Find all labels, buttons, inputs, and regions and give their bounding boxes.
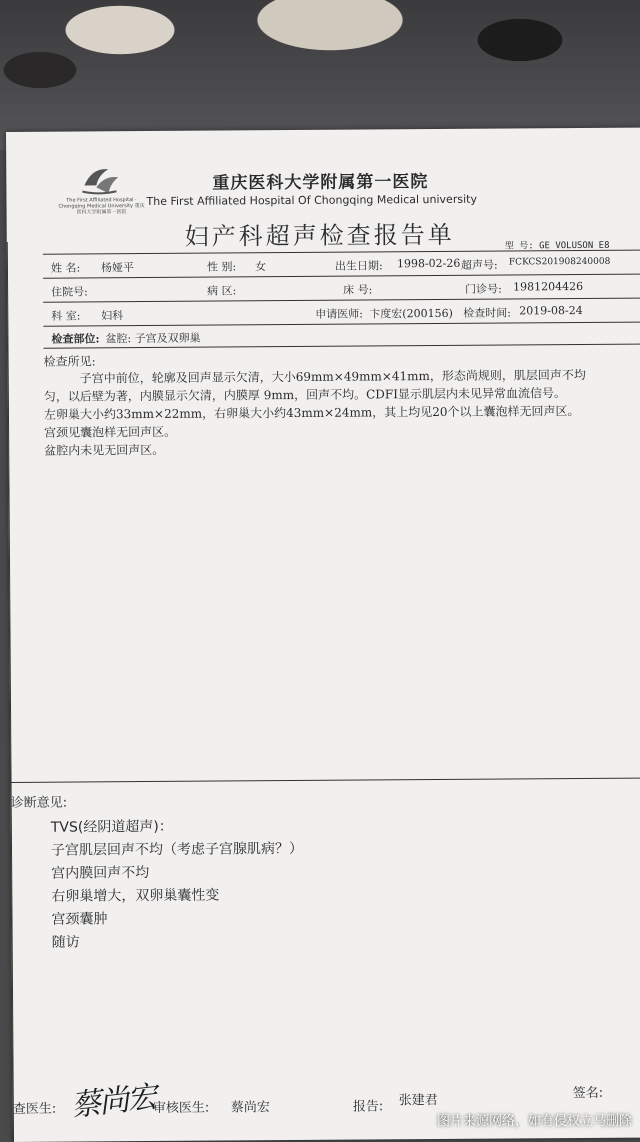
hospital-name-cn: 重庆医科大学附属第一医院	[212, 172, 429, 194]
requesting-doctor: 卞度宏(200156)	[369, 306, 453, 321]
diagnosis-line: 随访	[51, 934, 80, 951]
bed-label: 床 号:	[343, 283, 373, 297]
diagnosis-line: 子宫肌层回声不均（考虑子宫腺肌病？）	[50, 840, 304, 859]
patient-dob: 1998-02-26	[396, 256, 461, 271]
reviewer-name: 蔡尚宏	[230, 1100, 270, 1116]
divider	[43, 297, 640, 302]
us-no: FCKCS201908240008	[508, 256, 611, 268]
exam-site-label: 检查部位:	[51, 332, 100, 346]
dob-label: 出生日期:	[334, 259, 383, 273]
findings-line: 子宫中前位，轮廓及回声显示欠清，大小69mm×49mm×41mm，形态尚规则，肌层回声不均	[79, 367, 586, 386]
diagnosis-line: 宫颈囊肿	[51, 911, 108, 928]
divider	[11, 777, 640, 783]
device-model: 型 号: GE VOLUSON E8	[504, 240, 610, 252]
findings-label: 检查所见:	[43, 354, 96, 369]
findings-line: 宫颈见囊泡样无回声区。	[44, 424, 177, 440]
sign-label: 签名:	[572, 1085, 604, 1102]
findings-line: 匀，以后壁为著，内膜显示欠清，内膜厚 9mm，回声不均。CDFI显示肌层内未见异常血流信号。	[43, 386, 566, 404]
findings-line: 左卵巢大小约33mm×22mm，右卵巢大小约43mm×24mm，其上均见20个以上囊泡样无回声区。	[43, 404, 580, 422]
patient-name: 杨娅平	[100, 261, 134, 275]
ultrasound-report-sheet	[6, 127, 640, 1142]
outpatient-no: 1981204426	[513, 279, 584, 294]
exam-time: 2019-08-24	[519, 303, 583, 318]
diagnosis-text	[51, 815, 304, 955]
diagnosis-label: 诊断意见:	[10, 795, 68, 811]
divider	[43, 321, 640, 326]
outpatient-label: 门诊号:	[465, 282, 502, 296]
patient-row-4	[43, 326, 640, 346]
doctor-label: 申请医师:	[315, 307, 364, 321]
diagnosis-line: TVS(经阴道超声)：	[50, 818, 173, 836]
name-label: 姓 名:	[50, 261, 81, 275]
inpatient-label: 住院号:	[51, 285, 88, 299]
examiner-label: 查医生:	[12, 1101, 57, 1117]
reviewer-label: 审核医生:	[152, 1100, 210, 1116]
handwritten-signature: 蔡尚宏	[69, 1079, 157, 1124]
dept-label: 科 室:	[51, 309, 81, 323]
patient-row-2	[43, 279, 640, 299]
report-label: 报告:	[352, 1099, 384, 1115]
left-border	[7, 242, 14, 1142]
diagnosis-line: 宫内膜回声不均	[51, 865, 150, 882]
hospital-name-en: The First Affiliated Hospital Of Chongqing Medical university	[146, 192, 477, 209]
patient-row-1	[43, 255, 640, 275]
report-doctor: 张建君	[398, 1093, 438, 1109]
findings-text	[44, 366, 640, 460]
diagnosis-line: 右卵巢增大，双卵巢囊性变	[51, 887, 220, 905]
sex-label: 性 别:	[206, 260, 237, 274]
watermark: 图片来源网络，如有侵权立马删除	[436, 1114, 632, 1129]
logo-caption: The First Affiliated Hospital · Chongqing Medical University 重庆医科大学附属第一医院	[58, 197, 145, 216]
exam-time-label: 检查时间:	[463, 306, 512, 320]
us-no-label: 超声号:	[460, 258, 498, 272]
findings-line: 盆腔内未见无回声区。	[44, 442, 165, 458]
dept: 妇科	[101, 309, 124, 323]
patient-sex: 女	[254, 260, 266, 274]
report-title: 妇产科超声检查报告单	[184, 220, 455, 251]
exam-site: 盆腔: 子宫及双卵巢	[105, 331, 201, 346]
ward-label: 病 区:	[207, 284, 237, 298]
patient-row-3	[43, 303, 640, 323]
hospital-logo-icon	[78, 161, 122, 201]
